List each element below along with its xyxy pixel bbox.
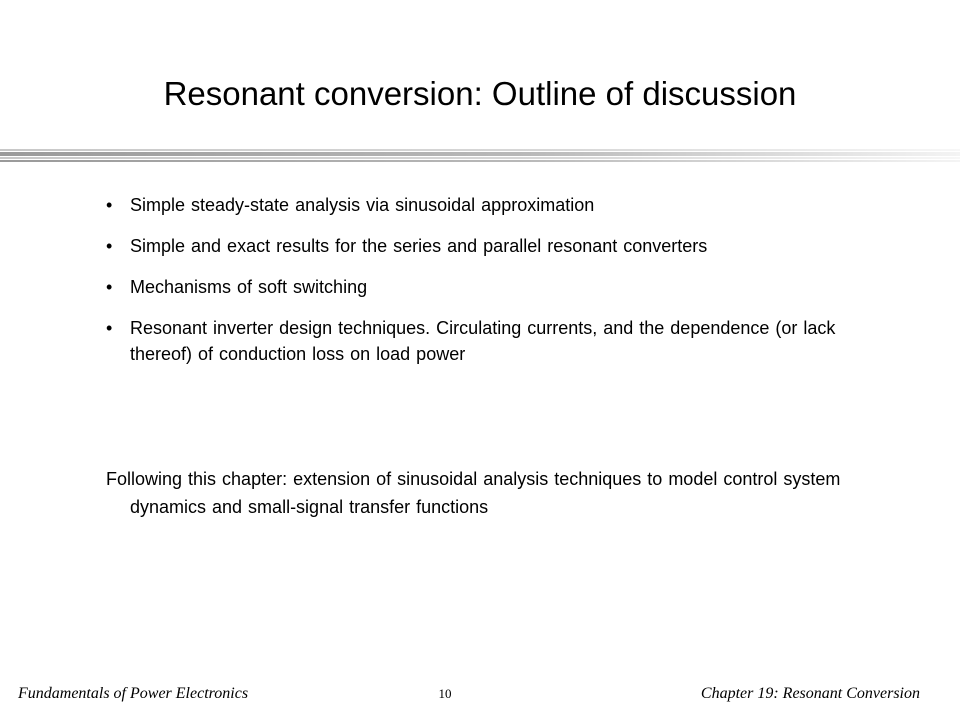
bullet-text: Simple steady-state analysis via sinusoidal approximation <box>130 195 595 215</box>
bullet-marker: • <box>106 236 113 256</box>
bullet-text: Resonant inverter design techniques. Circulating currents, and the dependence (or lack thereof) of conduction loss on load power <box>130 318 836 364</box>
bullet-marker: • <box>106 195 113 215</box>
bullet-item <box>106 274 846 300</box>
footer-book-title: Fundamentals of Power Electronics <box>18 685 249 702</box>
following-chapter-note: Following this chapter: extension of sinusoidal analysis techniques to model control system dynamics and small-signal transfer functions <box>106 469 841 517</box>
title-divider <box>0 149 960 163</box>
bullet-item <box>106 233 846 259</box>
outline-bullet-list <box>106 192 846 382</box>
bullet-text: Mechanisms of soft switching <box>130 277 368 297</box>
slide-title: Resonant conversion: Outline of discussion <box>163 75 797 112</box>
bullet-text: Simple and exact results for the series and parallel resonant converters <box>130 236 708 256</box>
footer-chapter: Chapter 19: Resonant Conversion <box>700 685 920 702</box>
bullet-marker: • <box>106 318 113 338</box>
footer-page-number: 10 <box>438 686 452 701</box>
bullet-item <box>106 192 846 218</box>
bullet-marker: • <box>106 277 113 297</box>
bullet-item <box>106 315 846 367</box>
